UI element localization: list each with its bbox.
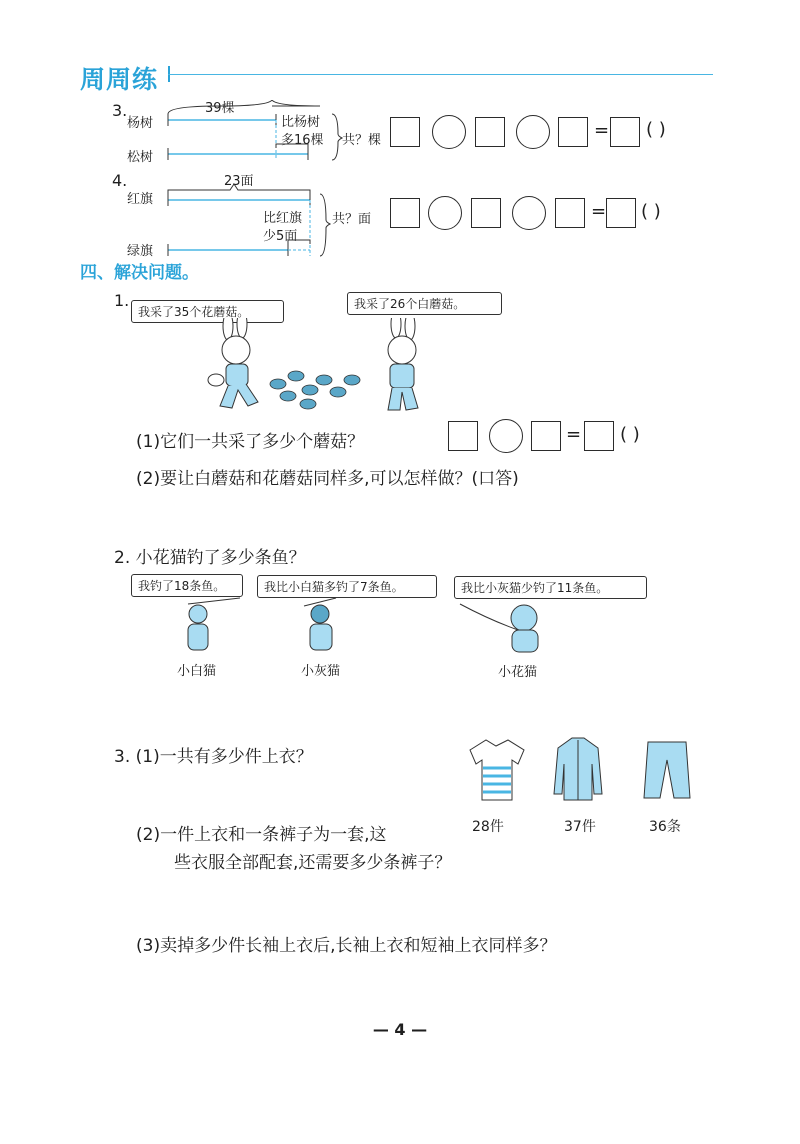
white-cat-label: 小白猫	[177, 664, 217, 679]
q1-sub1-text: (1)它们一共采了多少个蘑菇？	[136, 432, 365, 452]
q2-title: 2. 小花猫钓了多少条鱼？	[114, 548, 306, 568]
q1-unit-paren[interactable]: ( )	[620, 424, 640, 445]
q1-answer-box-1[interactable]	[448, 421, 478, 451]
q3-sub3-text: (3)卖掉多少件长袖上衣后,长袖上衣和短袖上衣同样多？	[136, 936, 557, 956]
flag-diff-line1: 比红旗	[263, 211, 303, 226]
flag-total-label: 23面	[224, 174, 254, 189]
tree-segment-diagram	[160, 100, 350, 170]
p4-operator-circle-2[interactable]	[512, 196, 546, 230]
p3-answer-box-1[interactable]	[390, 117, 420, 147]
flag-diff-line2: 少5面	[263, 229, 298, 244]
page-number: — 4 —	[372, 1020, 428, 1039]
problem-4-number: 4.	[112, 171, 128, 190]
tree-a-label: 杨树	[127, 116, 154, 131]
tree-diff-line2: 多16棵	[281, 133, 324, 148]
cats-fishing-illustration	[160, 596, 580, 656]
p4-result-box[interactable]	[606, 198, 636, 228]
rabbits-mushrooms-illustration	[198, 318, 438, 414]
q1-result-box[interactable]	[584, 421, 614, 451]
p4-answer-box-3[interactable]	[555, 198, 585, 228]
q1-answer-box-2[interactable]	[531, 421, 561, 451]
section-heading: 四、解决问题。	[80, 263, 199, 283]
speech-bubble-rabbit-a: 我采了35个花蘑菇。	[131, 300, 284, 323]
jacket-count: 37件	[564, 819, 596, 835]
speech-bubble-spotted-cat: 我比小灰猫少钓了11条鱼。	[454, 576, 647, 599]
q3-sub2-line1: (2)一件上衣和一条裤子为一套,这	[136, 825, 387, 845]
speech-bubble-grey-cat: 我比小白猫多钓了7条鱼。	[257, 575, 437, 598]
p3-result-box[interactable]	[610, 117, 640, 147]
q1-sub2-text: (2)要让白蘑菇和花蘑菇同样多,可以怎样做？(口答)	[136, 469, 519, 489]
worksheet-title: 周周练	[80, 65, 159, 94]
q1-equals: =	[566, 424, 582, 445]
flag-a-label: 红旗	[127, 192, 154, 207]
q3-sub2-line2: 些衣服全部配套,还需要多少条裤子？	[174, 853, 452, 873]
p3-answer-box-3[interactable]	[558, 117, 588, 147]
p3-operator-circle-1[interactable]	[432, 115, 466, 149]
p4-operator-circle-1[interactable]	[428, 196, 462, 230]
grey-cat-label: 小灰猫	[301, 664, 341, 679]
q1-operator-circle[interactable]	[489, 419, 523, 453]
tree-b-label: 松树	[127, 150, 154, 165]
problem-3-number: 3.	[112, 101, 128, 120]
q3-sub1-text: 3. (1)一共有多少件上衣？	[114, 747, 313, 767]
speech-bubble-white-cat: 我钓了18条鱼。	[131, 574, 243, 597]
p3-equals: =	[594, 120, 610, 141]
trousers-count: 36条	[649, 819, 681, 835]
shirt-count: 28件	[472, 819, 504, 835]
p3-answer-box-2[interactable]	[475, 117, 505, 147]
p4-unit-paren[interactable]: ( )	[641, 201, 661, 222]
flag-question-label: 共？面	[332, 212, 372, 227]
tree-question-label: 共？棵	[342, 133, 382, 148]
p3-unit-paren[interactable]: ( )	[646, 119, 666, 140]
p3-operator-circle-2[interactable]	[516, 115, 550, 149]
q1-number: 1.	[114, 291, 130, 310]
header-rule	[168, 74, 713, 75]
p4-equals: =	[591, 201, 607, 222]
tree-total-label: 39棵	[205, 101, 235, 116]
tree-diff-line1: 比杨树	[281, 115, 321, 130]
flag-b-label: 绿旗	[127, 244, 154, 259]
spotted-cat-label: 小花猫	[498, 665, 538, 680]
clothes-illustration	[460, 734, 700, 806]
p4-answer-box-2[interactable]	[471, 198, 501, 228]
p4-answer-box-1[interactable]	[390, 198, 420, 228]
flag-segment-diagram	[160, 180, 335, 260]
speech-bubble-rabbit-b: 我采了26个白蘑菇。	[347, 292, 502, 315]
